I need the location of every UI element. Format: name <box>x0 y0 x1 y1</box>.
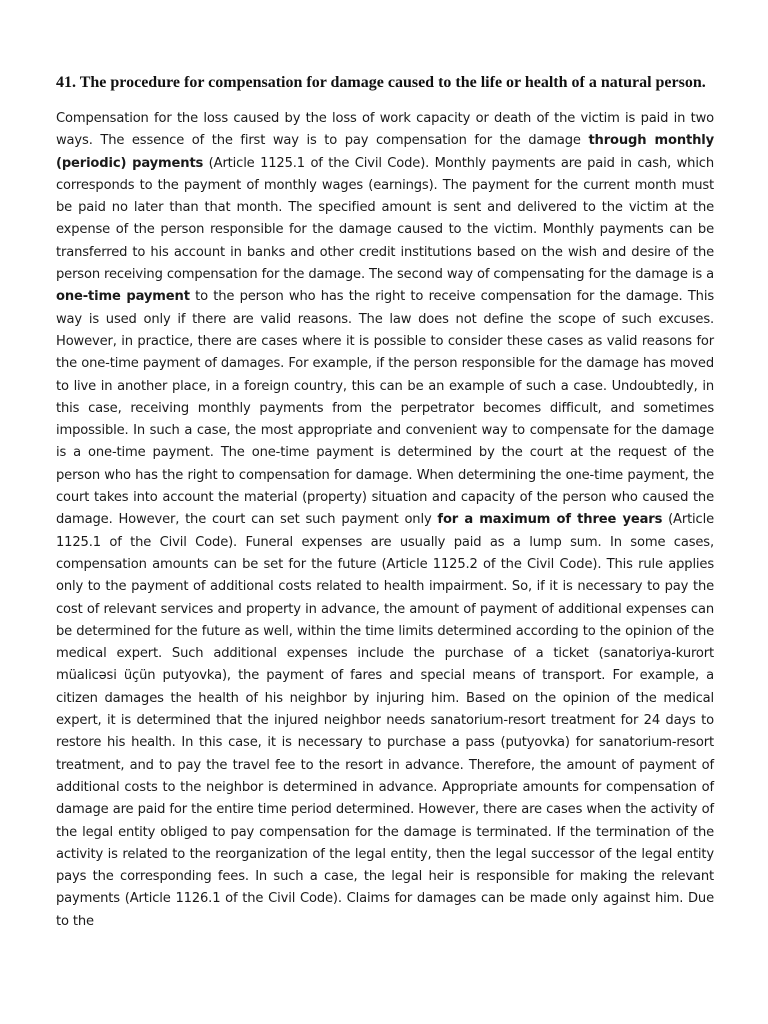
text-segment: (Article 1125.1 of the Civil Code). Funeral expenses are usually paid as a lump sum. In some cases, compensation amounts can be set for the future (Article 1125.2 of the Civil Code). This rule applies only to the payment of additional costs related to health impairment. So, if it is necessary to pay the cost of relevant services and property in advance, the amount of payment of additional expenses can be determined for the future as well, within the time limits determined according to the opinion of the medical expert. Such additional expenses include the purchase of a ticket (sanatoriya-kurort müalicəsi üçün putyovka), the payment of fares and special means of transport. For example, a citizen damages the health of his neighbor by injuring him. Based on the opinion of the medical expert, it is determined that the injured neighbor needs sanatorium-resort treatment for 24 days to restore his health. In this case, it is necessary to purchase a pass (putyovka) for sanatorium-resort treatment, and to pay the travel fee to the resort in advance. Therefore, the amount of payment of additional costs to the neighbor is determined in advance. Appropriate amounts for compensation of damage are paid for the entire time period determined. However, there are cases when the activity of the legal entity obliged to pay compensation for the damage is terminated. If the termination of the activity is related to the reorganization of the legal entity, then the legal successor of the legal entity pays the corresponding fees. In such a case, the legal heir is responsible for making the relevant payments (Article 1126.1 of the Civil Code). Claims for damages can be made only against him. Due to the <box>56 512 714 929</box>
bold-phrase-maximum-three-years: for a maximum of three years <box>437 512 663 528</box>
text-segment: to the person who has the right to receive compensation for the damage. This way is used only if there are valid reasons. The law does not define the scope of such excuses. However, in practice, there are cases where it is possible to consider these cases as valid reasons for the one-time payment of damages. For example, if the person responsible for the damage has moved to live in another place, in a foreign country, this can be an example of such a case. Undoubtedly, in this case, receiving monthly payments from the perpetrator becomes difficult, and sometimes impossible. In such a case, the most appropriate and convenient way to compensate for the damage is a one-time payment. The one-time payment is determined by the court at the request of the person who has the right to compensation for damage. When determining the one-time payment, the court takes into account the material (property) situation and capacity of the person who caused the damage. However, the court can set such payment only <box>56 289 714 528</box>
bold-phrase-one-time-payment: one-time payment <box>56 289 190 305</box>
document-page <box>56 72 714 933</box>
body-paragraph <box>56 108 714 933</box>
bold-phrase-monthly-payments: through monthly (periodic) payments <box>56 133 714 171</box>
text-segment: (Article 1125.1 of the Civil Code). Monthly payments are paid in cash, which corresponds to the payment of monthly wages (earnings). The payment for the current month must be paid no later than that month. The specified amount is sent and delivered to the victim at the expense of the person responsible for the damage caused to the victim. Monthly payments can be transferred to his account in banks and other credit institutions based on the wish and desire of the person receiving compensation for the damage. The second way of compensating for the damage is a <box>56 155 715 283</box>
text-segment: Compensation for the loss caused by the loss of work capacity or death of the victim is paid in two ways. The essence of the first way is to pay compensation for the damage <box>56 111 714 149</box>
section-heading: 41. The procedure for compensation for damage caused to the life or health of a natural person. <box>56 74 706 91</box>
